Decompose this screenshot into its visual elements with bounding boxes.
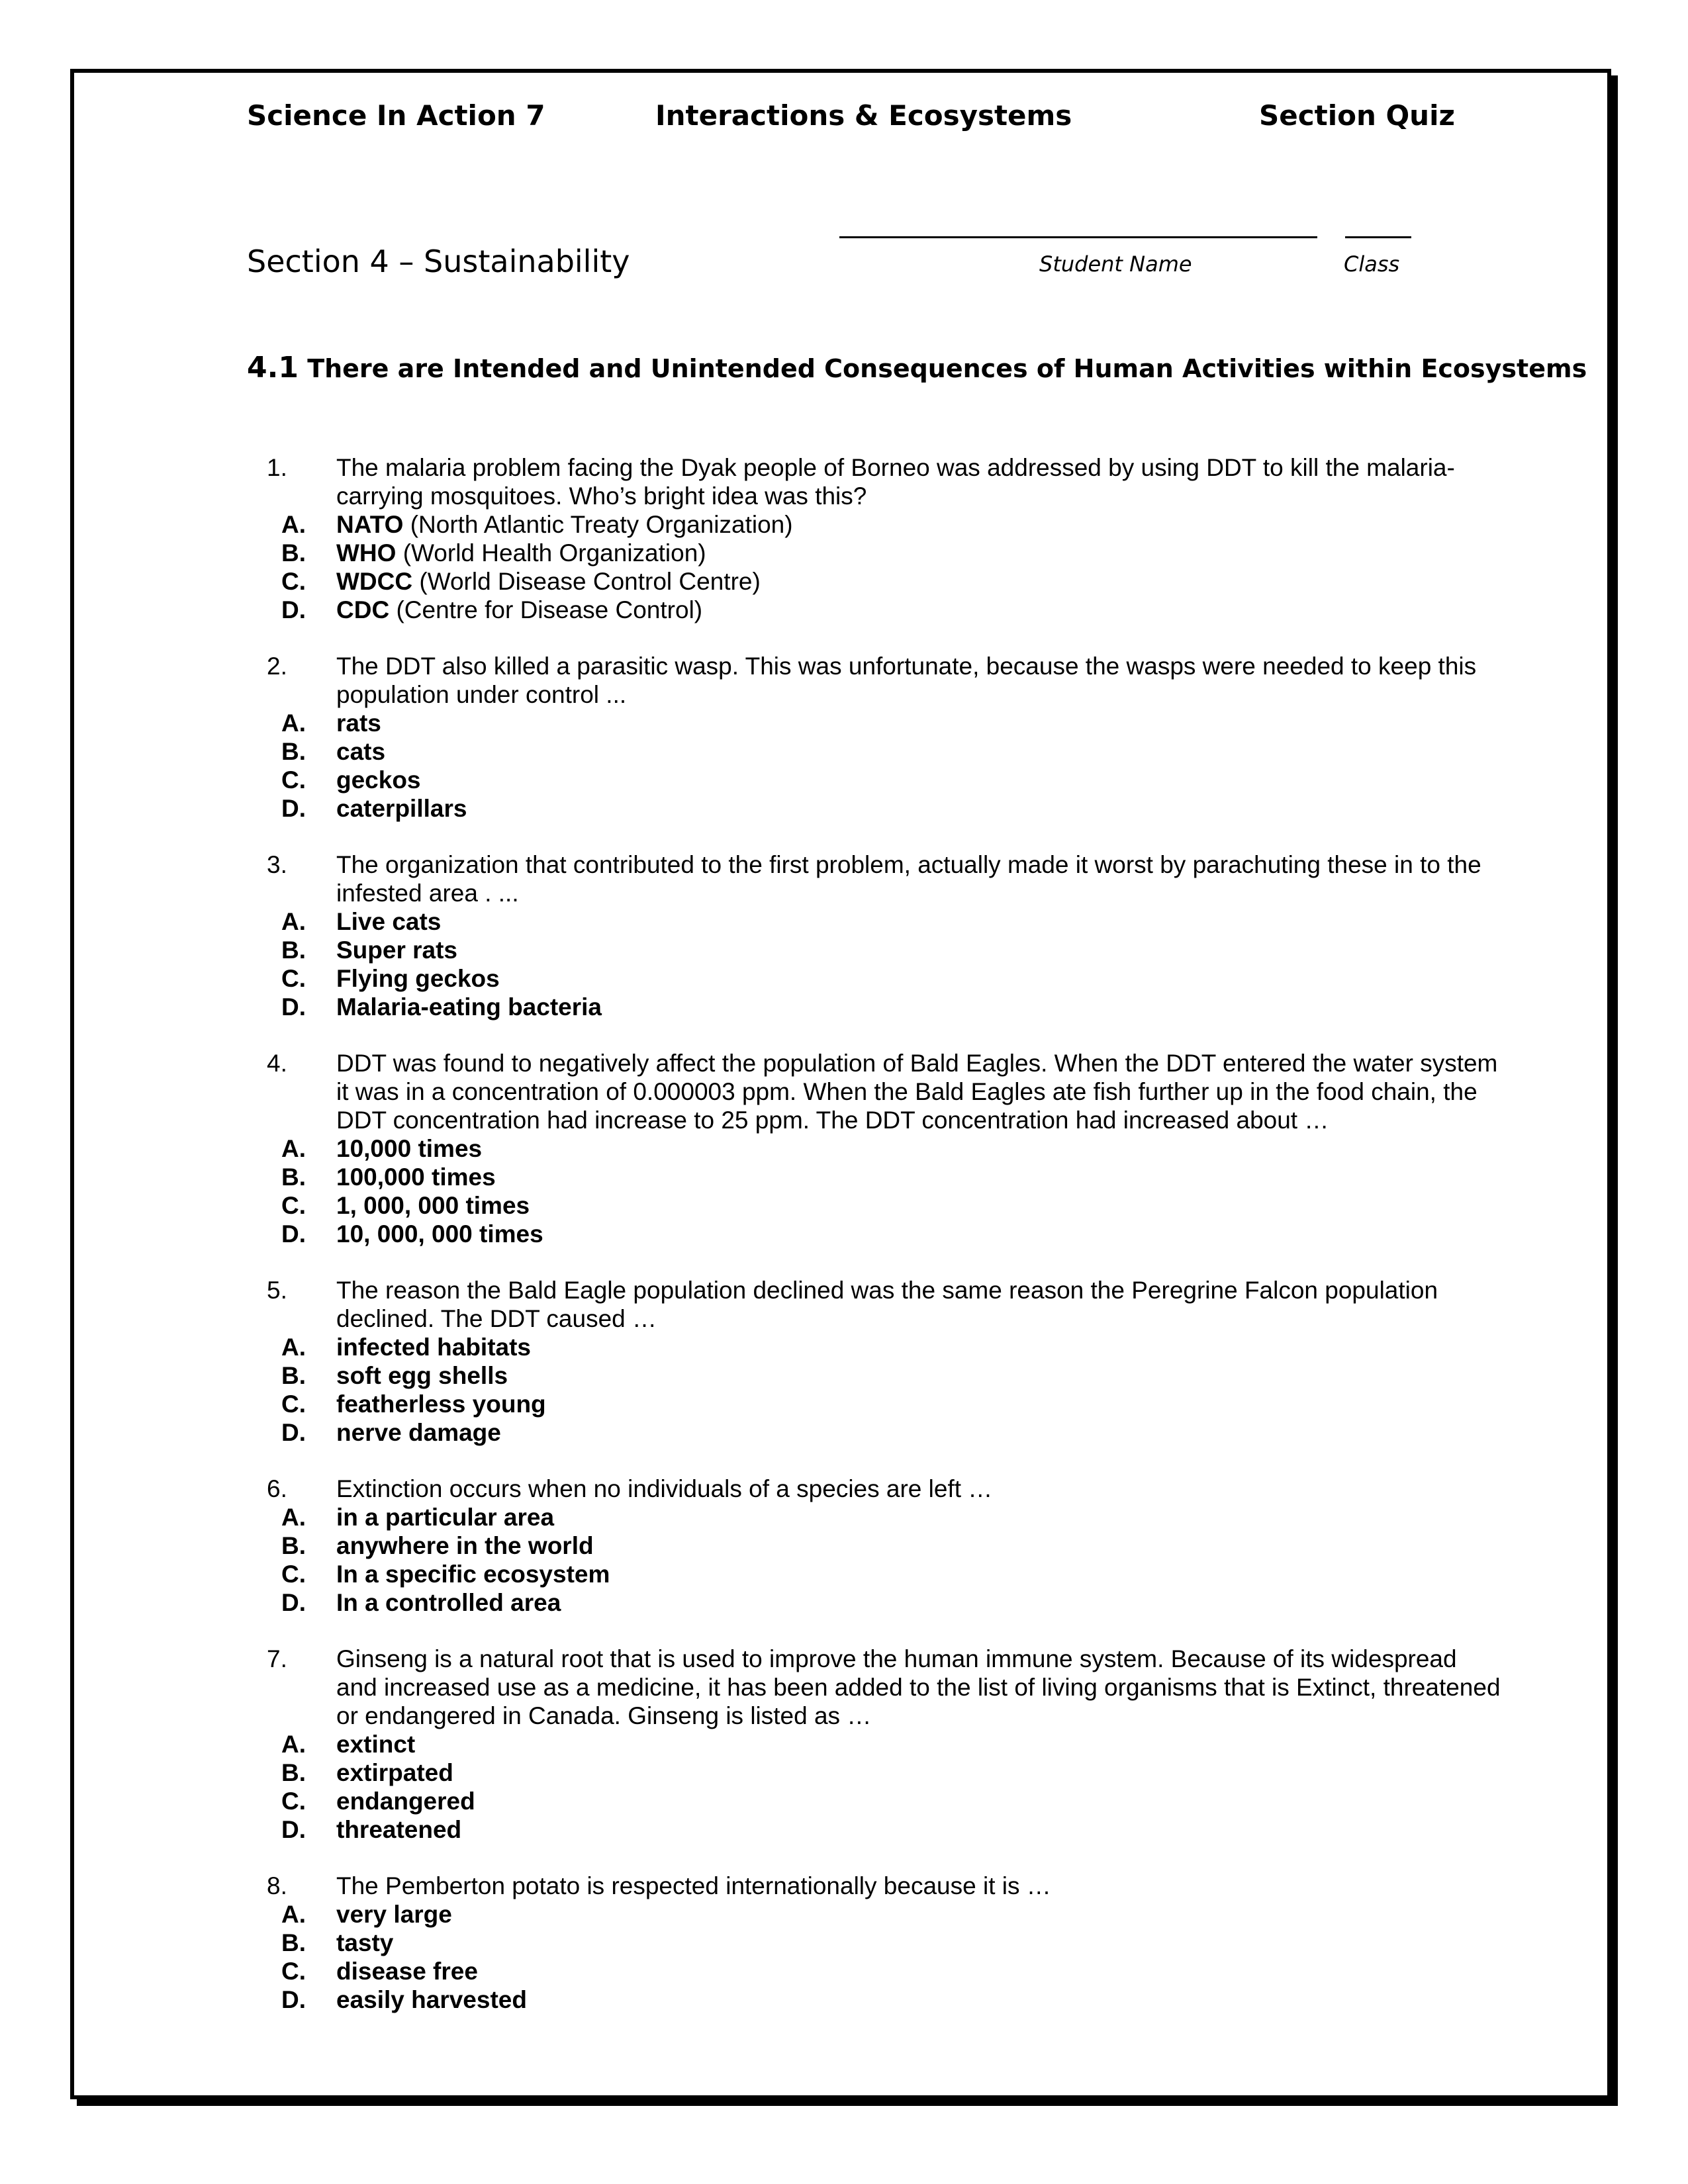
option-text: caterpillars <box>336 795 467 822</box>
option-text: 100,000 times <box>336 1163 496 1191</box>
option-text <box>336 510 1501 539</box>
quiz-type: Section Quiz <box>1259 99 1455 132</box>
answer-option[interactable] <box>0 1985 1688 2014</box>
question-number: 6. <box>267 1475 287 1502</box>
answer-option[interactable] <box>0 1163 1688 1191</box>
answer-option[interactable] <box>0 1503 1688 1531</box>
option-letter: D. <box>281 1816 306 1843</box>
question-text: The malaria problem facing the Dyak people of Borneo was addressed by using DDT to kill the malaria-carrying mosquitoes. Who’s bright idea was this? <box>336 454 1455 510</box>
option-text: easily harvested <box>336 1986 527 2013</box>
question-list <box>0 453 1688 2042</box>
question-text: Ginseng is a natural root that is used to improve the human immune system. Because of its widespread and increased use as a medicine, it has been added to the list of living organisms that is Extinct, threatened or endangered in Canada. Ginseng is listed as … <box>336 1645 1501 1729</box>
question-5 <box>0 1276 1688 1447</box>
option-letter: A. <box>281 1504 306 1531</box>
option-abbreviation: NATO <box>336 511 404 538</box>
question-stem <box>0 850 1688 907</box>
course-title: Science In Action 7 <box>247 99 545 132</box>
student-name-line[interactable] <box>839 236 1317 238</box>
subheading-text: There are Intended and Unintended Consequences of Human Activities within Ecosystems <box>307 354 1587 383</box>
answer-option[interactable] <box>0 1390 1688 1418</box>
option-abbreviation: WHO <box>336 539 397 567</box>
option-text: 10, 000, 000 times <box>336 1220 543 1248</box>
option-letter: D. <box>281 1589 306 1616</box>
option-text: infected habitats <box>336 1334 531 1361</box>
option-text <box>336 567 1501 596</box>
answer-option[interactable] <box>0 1900 1688 1929</box>
option-text: cats <box>336 738 386 765</box>
option-letter: C. <box>281 1788 306 1815</box>
answer-option[interactable] <box>0 539 1688 567</box>
option-text: In a specific ecosystem <box>336 1561 610 1588</box>
option-description: (World Health Organization) <box>396 539 706 567</box>
option-letter: A. <box>281 1731 306 1758</box>
subheading <box>247 351 1587 385</box>
option-description: (World Disease Control Centre) <box>412 568 761 595</box>
question-number: 8. <box>267 1872 287 1899</box>
question-text: Extinction occurs when no individuals of a species are left … <box>336 1475 993 1502</box>
answer-option[interactable] <box>0 1531 1688 1560</box>
option-abbreviation: WDCC <box>336 568 413 595</box>
option-letter: C. <box>281 568 306 595</box>
question-stem <box>0 1872 1688 1900</box>
question-4 <box>0 1049 1688 1248</box>
answer-option[interactable] <box>0 1758 1688 1787</box>
question-number: 3. <box>267 851 287 878</box>
class-line[interactable] <box>1345 236 1411 238</box>
option-description: (Centre for Disease Control) <box>389 596 703 623</box>
option-text: Malaria-eating bacteria <box>336 993 602 1021</box>
answer-option[interactable] <box>0 1220 1688 1248</box>
option-letter: C. <box>281 965 306 992</box>
class-caption: Class <box>1344 251 1400 277</box>
question-number: 7. <box>267 1645 287 1672</box>
option-letter: A. <box>281 511 306 538</box>
answer-option[interactable] <box>0 1929 1688 1957</box>
answer-option[interactable] <box>0 1361 1688 1390</box>
option-letter: B. <box>281 1163 306 1191</box>
answer-option[interactable] <box>0 1815 1688 1844</box>
option-text: Live cats <box>336 908 442 935</box>
answer-option[interactable] <box>0 907 1688 936</box>
answer-option[interactable] <box>0 1134 1688 1163</box>
option-letter: C. <box>281 766 306 794</box>
option-text: geckos <box>336 766 421 794</box>
option-letter: D. <box>281 1220 306 1248</box>
question-3 <box>0 850 1688 1021</box>
question-7 <box>0 1645 1688 1844</box>
option-text: 1, 000, 000 times <box>336 1192 530 1219</box>
student-name-caption: Student Name <box>1039 251 1192 277</box>
answer-option[interactable] <box>0 567 1688 596</box>
question-stem <box>0 1276 1688 1333</box>
question-6 <box>0 1475 1688 1617</box>
option-letter: D. <box>281 1986 306 2013</box>
option-description: (North Atlantic Treaty Organization) <box>403 511 793 538</box>
answer-option[interactable] <box>0 1191 1688 1220</box>
option-text: soft egg shells <box>336 1362 508 1389</box>
option-letter: B. <box>281 936 306 964</box>
option-letter: A. <box>281 908 306 935</box>
option-text: disease free <box>336 1958 478 1985</box>
option-letter: A. <box>281 709 306 737</box>
option-letter: B. <box>281 1532 306 1559</box>
question-text: DDT was found to negatively affect the population of Bald Eagles. When the DDT entered the water system it was in a concentration of 0.000003 ppm. When the Bald Eagles ate fish further up in the food chain, the DDT concentration had increase to 25 ppm. The DDT concentration had increased about … <box>336 1050 1498 1134</box>
option-letter: D. <box>281 596 306 623</box>
answer-option[interactable] <box>0 1730 1688 1758</box>
question-number: 4. <box>267 1050 287 1077</box>
answer-option[interactable] <box>0 1333 1688 1361</box>
subheading-number: 4.1 <box>247 351 299 385</box>
option-letter: B. <box>281 539 306 567</box>
question-stem <box>0 1475 1688 1503</box>
question-8 <box>0 1872 1688 2014</box>
answer-option[interactable] <box>0 510 1688 539</box>
option-letter: A. <box>281 1135 306 1162</box>
answer-option[interactable] <box>0 737 1688 766</box>
option-letter: B. <box>281 1362 306 1389</box>
option-text: very large <box>336 1901 452 1928</box>
answer-option[interactable] <box>0 794 1688 823</box>
option-letter: D. <box>281 993 306 1021</box>
question-text: The Pemberton potato is respected internationally because it is … <box>336 1872 1051 1899</box>
option-text: nerve damage <box>336 1419 501 1446</box>
option-letter: B. <box>281 1759 306 1786</box>
option-letter: D. <box>281 1419 306 1446</box>
question-stem <box>0 1645 1688 1730</box>
option-letter: B. <box>281 738 306 765</box>
question-number: 2. <box>267 653 287 680</box>
option-letter: A. <box>281 1901 306 1928</box>
section-title: Section 4 – Sustainability <box>247 244 630 279</box>
question-text: The reason the Bald Eagle population declined was the same reason the Peregrine Falcon population declined. The DDT caused … <box>336 1277 1438 1332</box>
answer-option[interactable] <box>0 936 1688 964</box>
option-text: in a particular area <box>336 1504 555 1531</box>
question-text: The organization that contributed to the first problem, actually made it worst by parachuting these in to the infested area . ... <box>336 851 1481 907</box>
option-letter: C. <box>281 1192 306 1219</box>
option-text: threatened <box>336 1816 462 1843</box>
question-stem <box>0 1049 1688 1134</box>
question-number: 5. <box>267 1277 287 1304</box>
answer-option[interactable] <box>0 1560 1688 1588</box>
answer-option[interactable] <box>0 1787 1688 1815</box>
question-2 <box>0 652 1688 823</box>
option-text: Super rats <box>336 936 458 964</box>
answer-option[interactable] <box>0 596 1688 624</box>
option-text: extinct <box>336 1731 416 1758</box>
option-text <box>336 596 1501 624</box>
option-text: rats <box>336 709 381 737</box>
option-text: extirpated <box>336 1759 453 1786</box>
option-letter: C. <box>281 1390 306 1418</box>
option-text: In a controlled area <box>336 1589 561 1616</box>
answer-option[interactable] <box>0 1418 1688 1447</box>
option-text: tasty <box>336 1929 394 1956</box>
question-stem <box>0 652 1688 709</box>
question-number: 1. <box>267 454 287 481</box>
question-stem <box>0 453 1688 510</box>
option-text <box>336 539 1501 567</box>
question-text: The DDT also killed a parasitic wasp. This was unfortunate, because the wasps were needed to keep this population under control ... <box>336 653 1477 708</box>
answer-option[interactable] <box>0 1588 1688 1617</box>
option-letter: C. <box>281 1561 306 1588</box>
option-text: Flying geckos <box>336 965 500 992</box>
answer-option[interactable] <box>0 1957 1688 1985</box>
answer-option[interactable] <box>0 709 1688 737</box>
option-letter: D. <box>281 795 306 822</box>
option-letter: B. <box>281 1929 306 1956</box>
option-text: 10,000 times <box>336 1135 483 1162</box>
unit-title: Interactions & Ecosystems <box>655 99 1072 132</box>
answer-option[interactable] <box>0 993 1688 1021</box>
option-text: featherless young <box>336 1390 546 1418</box>
option-abbreviation: CDC <box>336 596 390 623</box>
question-1 <box>0 453 1688 624</box>
option-text: endangered <box>336 1788 475 1815</box>
option-text: anywhere in the world <box>336 1532 594 1559</box>
option-letter: A. <box>281 1334 306 1361</box>
answer-option[interactable] <box>0 766 1688 794</box>
option-letter: C. <box>281 1958 306 1985</box>
answer-option[interactable] <box>0 964 1688 993</box>
